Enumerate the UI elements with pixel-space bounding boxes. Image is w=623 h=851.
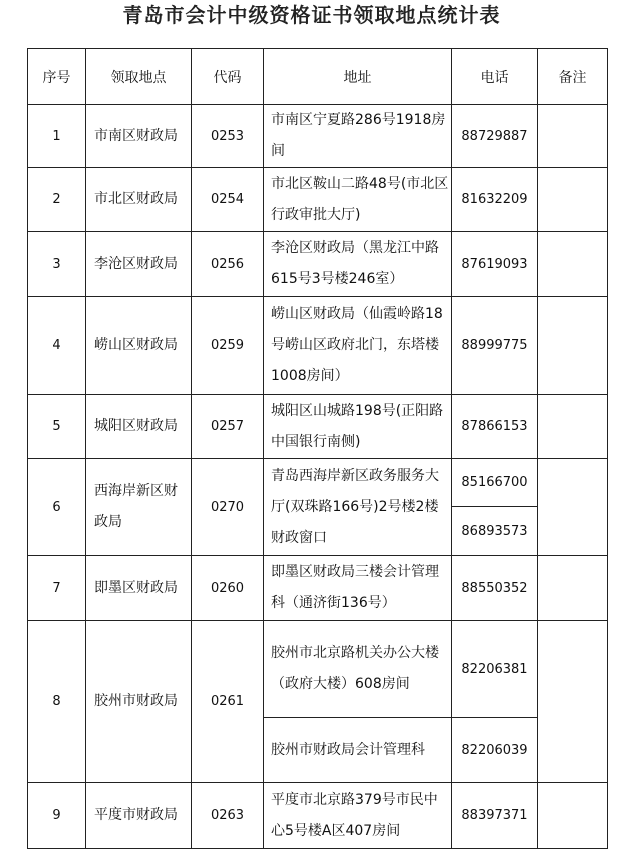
- row-location: 西海岸新区财政局: [86, 459, 192, 556]
- row-code: 0261: [192, 621, 264, 783]
- row-index: 8: [28, 621, 86, 783]
- row-code: 0259: [192, 297, 264, 395]
- row-location: 崂山区财政局: [86, 297, 192, 395]
- row-address: 市北区鞍山二路48号(市北区行政审批大厅): [264, 168, 452, 232]
- row-phone: 81632209: [452, 168, 538, 232]
- table-header-row: [28, 49, 608, 105]
- header-code: 代码: [192, 49, 264, 105]
- row-code: 0263: [192, 783, 264, 849]
- row-address: 胶州市北京路机关办公大楼（政府大楼）608房间: [264, 621, 452, 718]
- table-row: [28, 783, 608, 849]
- table-row: [28, 556, 608, 621]
- row-code: 0257: [192, 395, 264, 459]
- row-location: 李沧区财政局: [86, 232, 192, 297]
- row-note: [538, 459, 608, 556]
- row-phone: 82206039: [452, 718, 538, 783]
- header-index: 序号: [28, 49, 86, 105]
- row-location: 市北区财政局: [86, 168, 192, 232]
- row-address: 市南区宁夏路286号1918房间: [264, 105, 452, 168]
- row-phone: 88550352: [452, 556, 538, 621]
- row-index: 2: [28, 168, 86, 232]
- row-phone: 88729887: [452, 105, 538, 168]
- row-note: [538, 556, 608, 621]
- row-location: 平度市财政局: [86, 783, 192, 849]
- row-phone: 88999775: [452, 297, 538, 395]
- row-note: [538, 621, 608, 783]
- table-row: [28, 459, 608, 507]
- header-note: 备注: [538, 49, 608, 105]
- row-note: [538, 168, 608, 232]
- row-index: 4: [28, 297, 86, 395]
- row-phone: 88397371: [452, 783, 538, 849]
- row-index: 3: [28, 232, 86, 297]
- table-row: [28, 232, 608, 297]
- row-phone: 86893573: [452, 507, 538, 556]
- table-row: [28, 105, 608, 168]
- row-address: 即墨区财政局三楼会计管理科（通济街136号）: [264, 556, 452, 621]
- header-phone: 电话: [452, 49, 538, 105]
- row-phone: 82206381: [452, 621, 538, 718]
- row-index: 1: [28, 105, 86, 168]
- row-location: 胶州市财政局: [86, 621, 192, 783]
- row-address: 胶州市财政局会计管理科: [264, 718, 452, 783]
- row-index: 9: [28, 783, 86, 849]
- row-location: 即墨区财政局: [86, 556, 192, 621]
- row-address: 平度市北京路379号市民中心5号楼A区407房间: [264, 783, 452, 849]
- row-location: 市南区财政局: [86, 105, 192, 168]
- row-index: 6: [28, 459, 86, 556]
- row-code: 0270: [192, 459, 264, 556]
- certificate-location-table: [27, 48, 608, 849]
- table-row: [28, 168, 608, 232]
- row-index: 7: [28, 556, 86, 621]
- row-location: 城阳区财政局: [86, 395, 192, 459]
- table-row: [28, 621, 608, 718]
- row-phone: 85166700: [452, 459, 538, 507]
- row-phone: 87866153: [452, 395, 538, 459]
- row-phone: 87619093: [452, 232, 538, 297]
- table-row: [28, 297, 608, 395]
- row-address: 城阳区山城路198号(正阳路中国银行南侧): [264, 395, 452, 459]
- header-location: 领取地点: [86, 49, 192, 105]
- row-code: 0260: [192, 556, 264, 621]
- row-address: 青岛西海岸新区政务服务大厅(双珠路166号)2号楼2楼财政窗口: [264, 459, 452, 556]
- row-code: 0254: [192, 168, 264, 232]
- row-address: 李沧区财政局（黑龙江中路615号3号楼246室）: [264, 232, 452, 297]
- row-code: 0253: [192, 105, 264, 168]
- row-note: [538, 395, 608, 459]
- row-note: [538, 232, 608, 297]
- row-index: 5: [28, 395, 86, 459]
- row-note: [538, 105, 608, 168]
- row-note: [538, 297, 608, 395]
- header-address: 地址: [264, 49, 452, 105]
- row-code: 0256: [192, 232, 264, 297]
- row-note: [538, 783, 608, 849]
- row-address: 崂山区财政局（仙霞岭路18号崂山区政府北门，东塔楼1008房间）: [264, 297, 452, 395]
- page-title: 青岛市会计中级资格证书领取地点统计表: [122, 3, 501, 27]
- table-row: [28, 395, 608, 459]
